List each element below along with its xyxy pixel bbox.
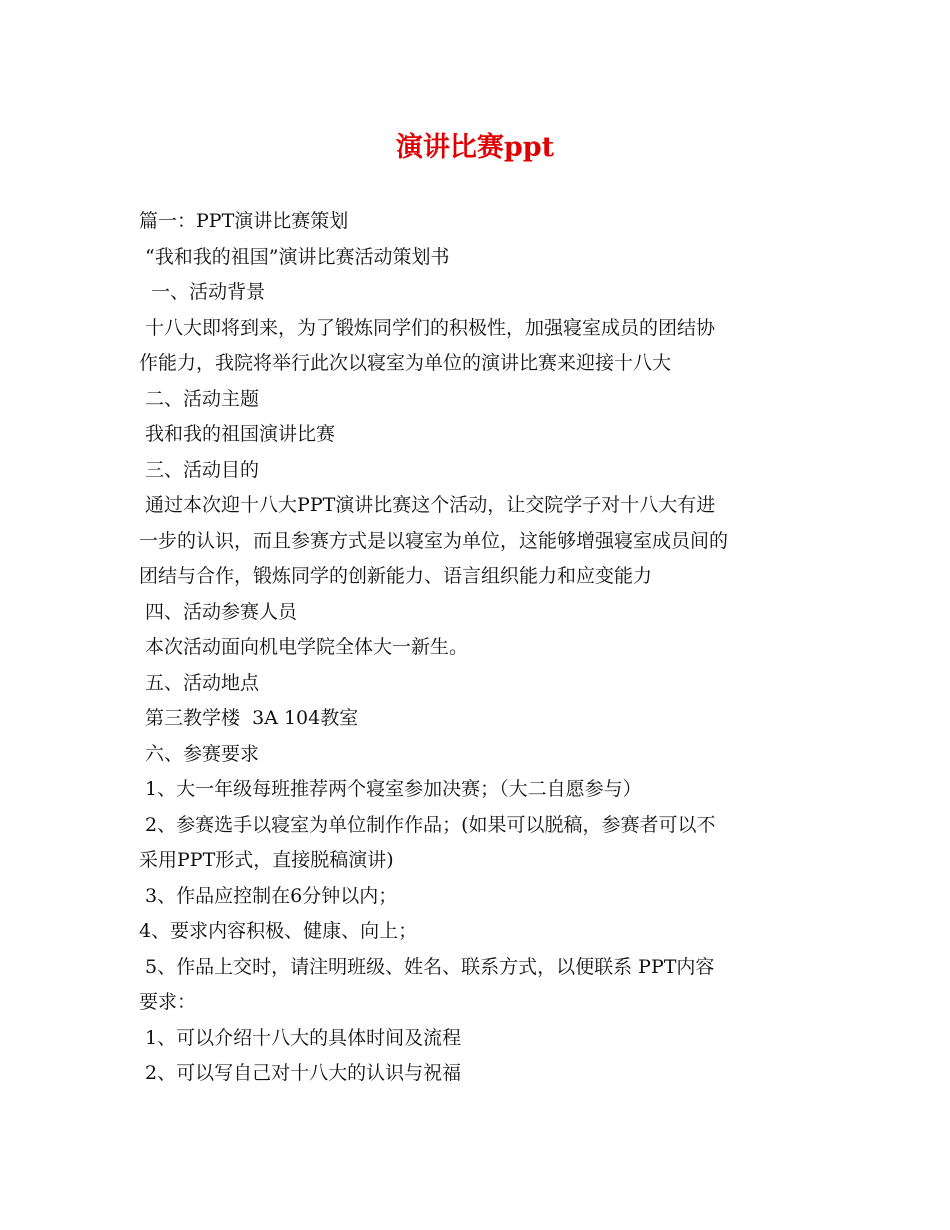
document-title: 演讲比赛ppt — [395, 132, 555, 163]
paragraph-line: 我和我的祖国演讲比赛 — [139, 423, 336, 445]
paragraph-line: 第三教学楼 3A 104教室 — [139, 707, 359, 729]
plan-title: “我和我的祖国”演讲比赛活动策划书 — [139, 245, 450, 268]
list-item: 1、可以介绍十八大的具体时间及流程 — [139, 1026, 462, 1049]
heading-location: 五、活动地点 — [139, 671, 260, 694]
paragraph-line: 作能力，我院将举行此次以寝室为单位的演讲比赛来迎接十八大 — [139, 352, 672, 374]
paragraph-line: 本次活动面向机电学院全体大一新生。 — [139, 636, 469, 658]
section-heading-part-one: 篇一：PPT演讲比赛策划 — [139, 210, 349, 232]
list-item-continued: 要求： — [139, 991, 197, 1013]
paragraph-line: 通过本次迎十八大PPT演讲比赛这个活动，让交院学子对十八大有进 — [139, 494, 716, 516]
paragraph-line: 十八大即将到来，为了锻炼同学们的积极性，加强寝室成员的团结协 — [139, 316, 716, 339]
heading-theme: 二、活动主题 — [139, 387, 260, 410]
heading-background: 一、活动背景 — [139, 281, 266, 303]
list-item: 3、作品应控制在6分钟以内； — [139, 884, 398, 907]
document-body — [139, 204, 815, 1092]
list-item-continued: 采用PPT形式，直接脱稿演讲) — [139, 849, 394, 871]
list-item: 1、大一年级每班推荐两个寝室参加决赛；（大二自愿参与） — [139, 778, 642, 800]
list-item: 5、作品上交时，请注明班级、姓名、联系方式，以便联系 PPT内容 — [139, 955, 715, 978]
paragraph-line: 一步的认识，而且参赛方式是以寝室为单位，这能够增强寝室成员间的 — [139, 529, 729, 552]
list-item: 4、要求内容积极、健康、向上； — [139, 920, 418, 942]
heading-requirements: 六、参赛要求 — [139, 742, 260, 765]
paragraph-line: 团结与合作，锻炼同学的创新能力、语言组织能力和应变能力 — [139, 565, 653, 587]
heading-participants: 四、活动参赛人员 — [139, 600, 298, 623]
heading-purpose: 三、活动目的 — [139, 458, 260, 481]
list-item: 2、参赛选手以寝室为单位制作作品；(如果可以脱稿，参赛者可以不 — [139, 813, 716, 836]
list-item: 2、可以写自己对十八大的认识与祝福 — [139, 1062, 462, 1084]
